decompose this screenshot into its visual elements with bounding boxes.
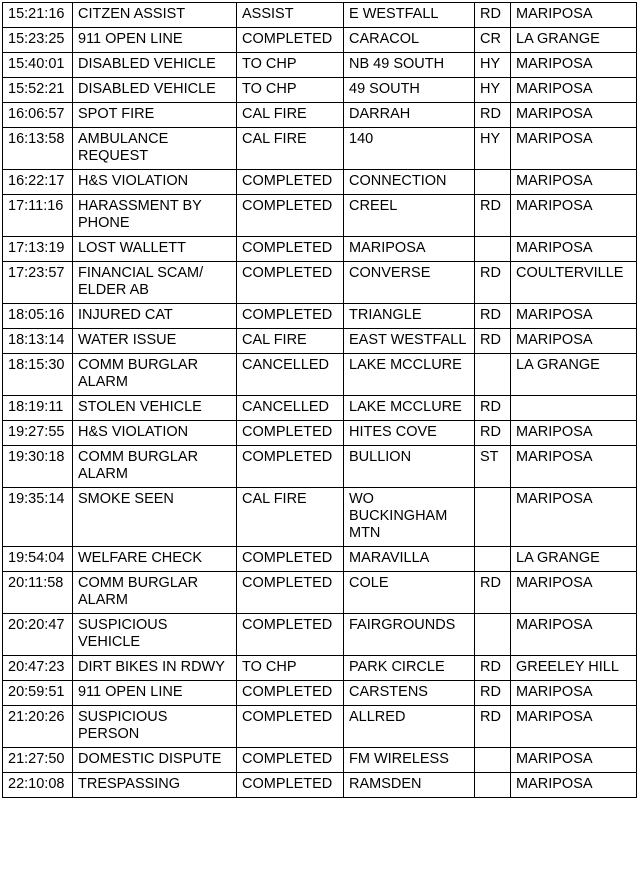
call-time-cell: 18:05:16 bbox=[3, 304, 73, 329]
call-time-cell: 16:13:58 bbox=[3, 128, 73, 170]
city-cell: MARIPOSA bbox=[511, 488, 637, 547]
call-time-cell: 16:06:57 bbox=[3, 103, 73, 128]
location-cell: FAIRGROUNDS bbox=[344, 614, 475, 656]
street-suffix-cell: HY bbox=[475, 128, 511, 170]
call-type-cell: WATER ISSUE bbox=[73, 329, 237, 354]
location-cell: CREEL bbox=[344, 195, 475, 237]
table-row bbox=[3, 396, 637, 421]
city-cell: MARIPOSA bbox=[511, 706, 637, 748]
disposition-cell: COMPLETED bbox=[237, 547, 344, 572]
city-cell: MARIPOSA bbox=[511, 103, 637, 128]
call-time-cell: 15:23:25 bbox=[3, 28, 73, 53]
location-cell: NB 49 SOUTH bbox=[344, 53, 475, 78]
city-cell: MARIPOSA bbox=[511, 170, 637, 195]
disposition-cell: COMPLETED bbox=[237, 262, 344, 304]
disposition-cell: CANCELLED bbox=[237, 396, 344, 421]
street-suffix-cell: RD bbox=[475, 195, 511, 237]
disposition-cell: CAL FIRE bbox=[237, 103, 344, 128]
street-suffix-cell: RD bbox=[475, 329, 511, 354]
location-cell: ALLRED bbox=[344, 706, 475, 748]
call-type-cell: SUSPICIOUS PERSON bbox=[73, 706, 237, 748]
call-type-cell: STOLEN VEHICLE bbox=[73, 396, 237, 421]
street-suffix-cell: RD bbox=[475, 396, 511, 421]
call-time-cell: 19:54:04 bbox=[3, 547, 73, 572]
city-cell: MARIPOSA bbox=[511, 237, 637, 262]
call-time-cell: 19:27:55 bbox=[3, 421, 73, 446]
call-time-cell: 16:22:17 bbox=[3, 170, 73, 195]
city-cell: LA GRANGE bbox=[511, 28, 637, 53]
table-row bbox=[3, 547, 637, 572]
call-type-cell: DISABLED VEHICLE bbox=[73, 78, 237, 103]
city-cell: MARIPOSA bbox=[511, 773, 637, 798]
disposition-cell: COMPLETED bbox=[237, 614, 344, 656]
street-suffix-cell: RD bbox=[475, 706, 511, 748]
location-cell: MARAVILLA bbox=[344, 547, 475, 572]
location-cell: CONVERSE bbox=[344, 262, 475, 304]
call-time-cell: 18:19:11 bbox=[3, 396, 73, 421]
disposition-cell: COMPLETED bbox=[237, 681, 344, 706]
city-cell: MARIPOSA bbox=[511, 329, 637, 354]
city-cell: MARIPOSA bbox=[511, 53, 637, 78]
city-cell: COULTERVILLE bbox=[511, 262, 637, 304]
street-suffix-cell: RD bbox=[475, 103, 511, 128]
table-row bbox=[3, 681, 637, 706]
location-cell: 140 bbox=[344, 128, 475, 170]
disposition-cell: COMPLETED bbox=[237, 421, 344, 446]
call-type-cell: HARASSMENT BY PHONE bbox=[73, 195, 237, 237]
call-log-table bbox=[2, 2, 637, 798]
call-type-cell: SUSPICIOUS VEHICLE bbox=[73, 614, 237, 656]
location-cell: BULLION bbox=[344, 446, 475, 488]
location-cell: MARIPOSA bbox=[344, 237, 475, 262]
city-cell: MARIPOSA bbox=[511, 304, 637, 329]
table-row bbox=[3, 78, 637, 103]
street-suffix-cell: RD bbox=[475, 681, 511, 706]
disposition-cell: COMPLETED bbox=[237, 28, 344, 53]
table-row bbox=[3, 53, 637, 78]
street-suffix-cell bbox=[475, 773, 511, 798]
disposition-cell: TO CHP bbox=[237, 78, 344, 103]
location-cell: RAMSDEN bbox=[344, 773, 475, 798]
street-suffix-cell: HY bbox=[475, 53, 511, 78]
call-time-cell: 17:13:19 bbox=[3, 237, 73, 262]
location-cell: CARSTENS bbox=[344, 681, 475, 706]
call-time-cell: 19:35:14 bbox=[3, 488, 73, 547]
table-row bbox=[3, 128, 637, 170]
city-cell: MARIPOSA bbox=[511, 446, 637, 488]
table-row bbox=[3, 572, 637, 614]
location-cell: CONNECTION bbox=[344, 170, 475, 195]
call-type-cell: H&S VIOLATION bbox=[73, 421, 237, 446]
call-type-cell: AMBULANCE REQUEST bbox=[73, 128, 237, 170]
street-suffix-cell bbox=[475, 170, 511, 195]
table-row bbox=[3, 237, 637, 262]
table-row bbox=[3, 262, 637, 304]
street-suffix-cell bbox=[475, 748, 511, 773]
street-suffix-cell: RD bbox=[475, 262, 511, 304]
street-suffix-cell: CR bbox=[475, 28, 511, 53]
city-cell: MARIPOSA bbox=[511, 614, 637, 656]
call-time-cell: 17:11:16 bbox=[3, 195, 73, 237]
disposition-cell: COMPLETED bbox=[237, 748, 344, 773]
disposition-cell: CAL FIRE bbox=[237, 488, 344, 547]
call-type-cell: SMOKE SEEN bbox=[73, 488, 237, 547]
table-row bbox=[3, 446, 637, 488]
disposition-cell: COMPLETED bbox=[237, 706, 344, 748]
location-cell: 49 SOUTH bbox=[344, 78, 475, 103]
table-row bbox=[3, 488, 637, 547]
disposition-cell: ASSIST bbox=[237, 3, 344, 28]
city-cell bbox=[511, 396, 637, 421]
street-suffix-cell: RD bbox=[475, 421, 511, 446]
street-suffix-cell: HY bbox=[475, 78, 511, 103]
street-suffix-cell bbox=[475, 237, 511, 262]
table-row bbox=[3, 195, 637, 237]
table-row bbox=[3, 614, 637, 656]
call-type-cell: TRESPASSING bbox=[73, 773, 237, 798]
city-cell: MARIPOSA bbox=[511, 3, 637, 28]
street-suffix-cell bbox=[475, 614, 511, 656]
city-cell: MARIPOSA bbox=[511, 195, 637, 237]
location-cell: PARK CIRCLE bbox=[344, 656, 475, 681]
disposition-cell: CANCELLED bbox=[237, 354, 344, 396]
location-cell: HITES COVE bbox=[344, 421, 475, 446]
call-time-cell: 19:30:18 bbox=[3, 446, 73, 488]
call-type-cell: DOMESTIC DISPUTE bbox=[73, 748, 237, 773]
city-cell: MARIPOSA bbox=[511, 78, 637, 103]
table-row bbox=[3, 103, 637, 128]
disposition-cell: CAL FIRE bbox=[237, 128, 344, 170]
call-type-cell: DIRT BIKES IN RDWY bbox=[73, 656, 237, 681]
disposition-cell: TO CHP bbox=[237, 656, 344, 681]
call-time-cell: 20:11:58 bbox=[3, 572, 73, 614]
city-cell: MARIPOSA bbox=[511, 681, 637, 706]
call-type-cell: WELFARE CHECK bbox=[73, 547, 237, 572]
call-type-cell: 911 OPEN LINE bbox=[73, 681, 237, 706]
call-time-cell: 15:52:21 bbox=[3, 78, 73, 103]
table-row bbox=[3, 421, 637, 446]
city-cell: MARIPOSA bbox=[511, 572, 637, 614]
disposition-cell: COMPLETED bbox=[237, 572, 344, 614]
city-cell: LA GRANGE bbox=[511, 547, 637, 572]
table-row bbox=[3, 304, 637, 329]
call-type-cell: COMM BURGLAR ALARM bbox=[73, 572, 237, 614]
table-row bbox=[3, 170, 637, 195]
call-type-cell: COMM BURGLAR ALARM bbox=[73, 354, 237, 396]
location-cell: WO BUCKINGHAM MTN bbox=[344, 488, 475, 547]
disposition-cell: COMPLETED bbox=[237, 170, 344, 195]
call-time-cell: 18:13:14 bbox=[3, 329, 73, 354]
disposition-cell: TO CHP bbox=[237, 53, 344, 78]
disposition-cell: COMPLETED bbox=[237, 304, 344, 329]
table-row bbox=[3, 748, 637, 773]
call-time-cell: 18:15:30 bbox=[3, 354, 73, 396]
call-type-cell: SPOT FIRE bbox=[73, 103, 237, 128]
table-row bbox=[3, 773, 637, 798]
street-suffix-cell: ST bbox=[475, 446, 511, 488]
street-suffix-cell bbox=[475, 488, 511, 547]
location-cell: FM WIRELESS bbox=[344, 748, 475, 773]
call-type-cell: H&S VIOLATION bbox=[73, 170, 237, 195]
call-type-cell: COMM BURGLAR ALARM bbox=[73, 446, 237, 488]
call-time-cell: 15:21:16 bbox=[3, 3, 73, 28]
call-time-cell: 21:20:26 bbox=[3, 706, 73, 748]
table-row bbox=[3, 329, 637, 354]
street-suffix-cell: RD bbox=[475, 572, 511, 614]
street-suffix-cell: RD bbox=[475, 3, 511, 28]
disposition-cell: COMPLETED bbox=[237, 446, 344, 488]
location-cell: TRIANGLE bbox=[344, 304, 475, 329]
call-type-cell: 911 OPEN LINE bbox=[73, 28, 237, 53]
disposition-cell: COMPLETED bbox=[237, 773, 344, 798]
table-row bbox=[3, 706, 637, 748]
disposition-cell: CAL FIRE bbox=[237, 329, 344, 354]
location-cell: COLE bbox=[344, 572, 475, 614]
table-row bbox=[3, 656, 637, 681]
table-row bbox=[3, 3, 637, 28]
city-cell: MARIPOSA bbox=[511, 748, 637, 773]
location-cell: DARRAH bbox=[344, 103, 475, 128]
location-cell: CARACOL bbox=[344, 28, 475, 53]
call-type-cell: FINANCIAL SCAM/ ELDER AB bbox=[73, 262, 237, 304]
call-time-cell: 17:23:57 bbox=[3, 262, 73, 304]
table-row bbox=[3, 354, 637, 396]
city-cell: GREELEY HILL bbox=[511, 656, 637, 681]
disposition-cell: COMPLETED bbox=[237, 195, 344, 237]
call-type-cell: CITZEN ASSIST bbox=[73, 3, 237, 28]
call-type-cell: LOST WALLETT bbox=[73, 237, 237, 262]
call-time-cell: 20:20:47 bbox=[3, 614, 73, 656]
street-suffix-cell: RD bbox=[475, 656, 511, 681]
street-suffix-cell: RD bbox=[475, 304, 511, 329]
call-time-cell: 20:47:23 bbox=[3, 656, 73, 681]
call-time-cell: 21:27:50 bbox=[3, 748, 73, 773]
call-type-cell: INJURED CAT bbox=[73, 304, 237, 329]
city-cell: MARIPOSA bbox=[511, 421, 637, 446]
call-time-cell: 15:40:01 bbox=[3, 53, 73, 78]
city-cell: MARIPOSA bbox=[511, 128, 637, 170]
location-cell: E WESTFALL bbox=[344, 3, 475, 28]
street-suffix-cell bbox=[475, 547, 511, 572]
location-cell: EAST WESTFALL bbox=[344, 329, 475, 354]
call-type-cell: DISABLED VEHICLE bbox=[73, 53, 237, 78]
disposition-cell: COMPLETED bbox=[237, 237, 344, 262]
call-time-cell: 20:59:51 bbox=[3, 681, 73, 706]
street-suffix-cell bbox=[475, 354, 511, 396]
call-time-cell: 22:10:08 bbox=[3, 773, 73, 798]
location-cell: LAKE MCCLURE bbox=[344, 396, 475, 421]
location-cell: LAKE MCCLURE bbox=[344, 354, 475, 396]
city-cell: LA GRANGE bbox=[511, 354, 637, 396]
call-log-body bbox=[3, 3, 637, 798]
table-row bbox=[3, 28, 637, 53]
